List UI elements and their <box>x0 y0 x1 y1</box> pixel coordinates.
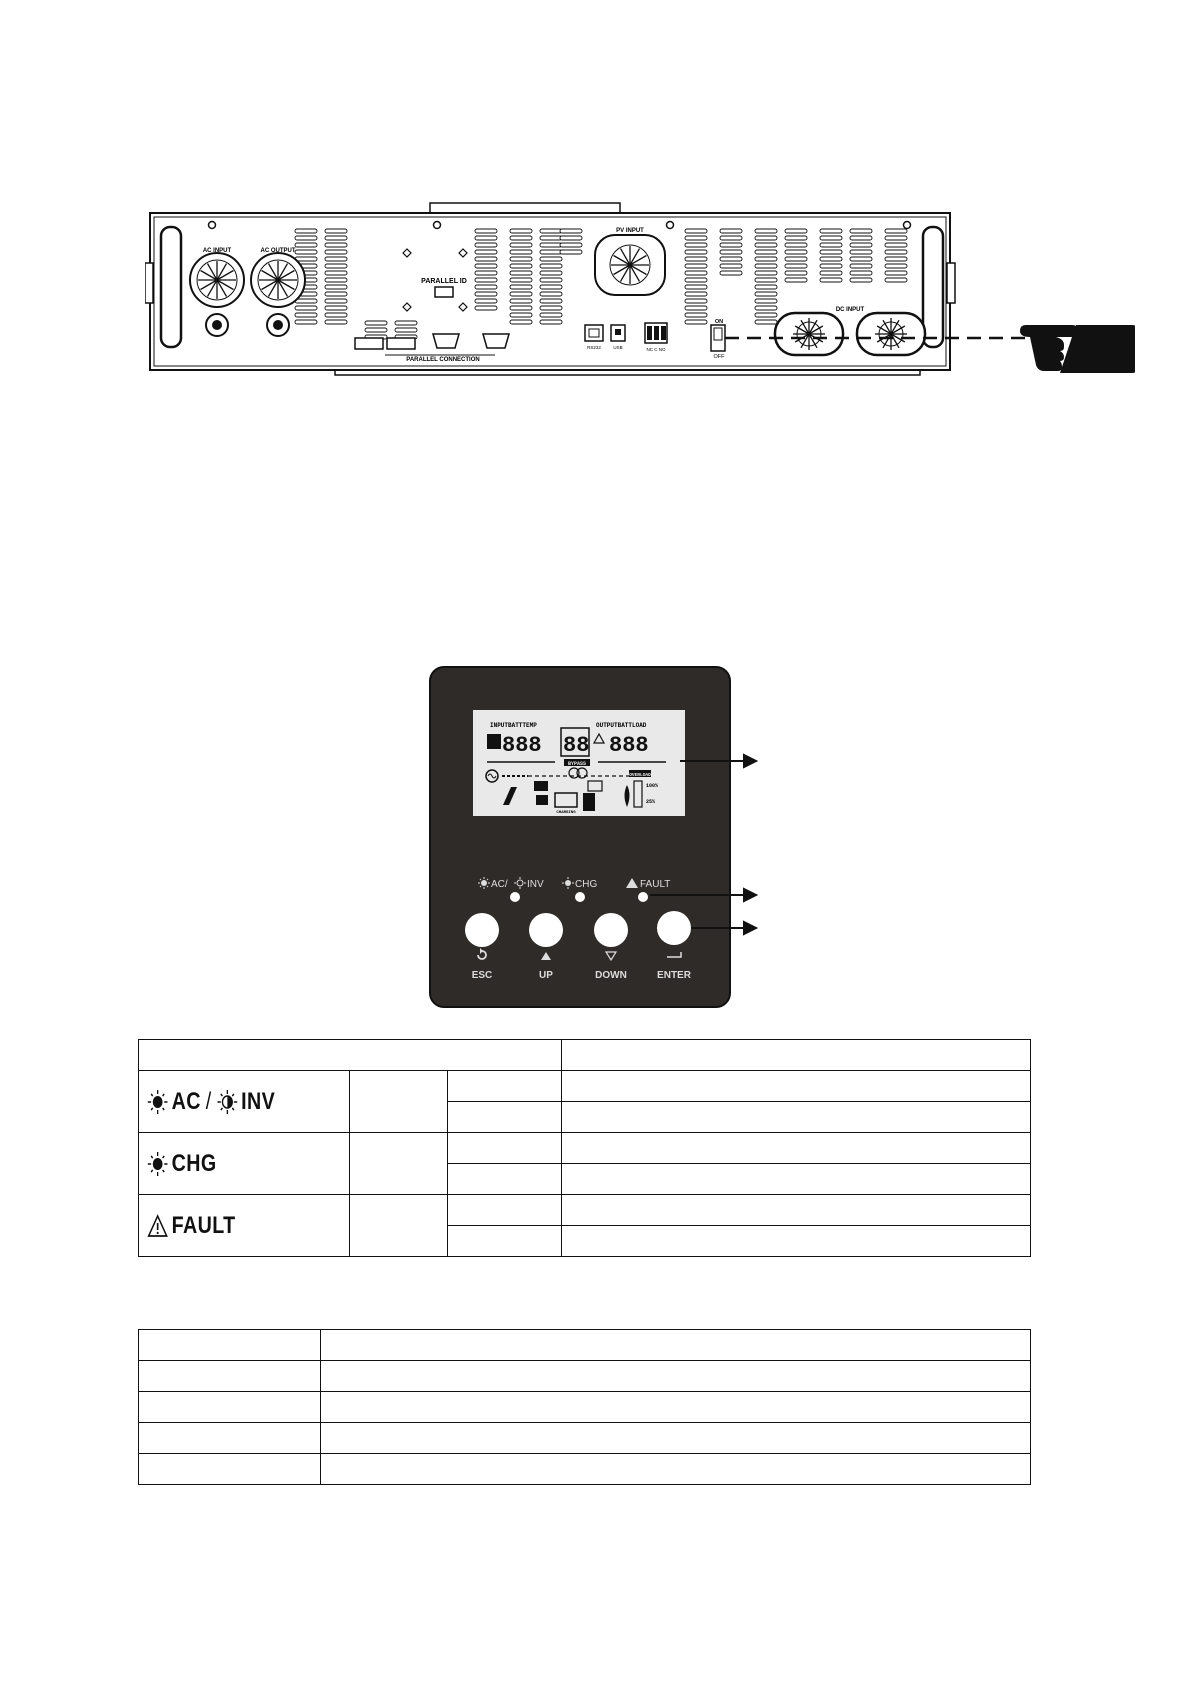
table-cell <box>448 1226 562 1257</box>
table-cell <box>448 1071 562 1102</box>
dc-input-label: DC INPUT <box>835 307 865 313</box>
vent-slot <box>685 236 707 240</box>
vent-slot <box>755 292 777 296</box>
table-cell <box>139 1361 321 1392</box>
vent-slot <box>325 320 347 324</box>
svg-text:USB: USB <box>613 345 623 350</box>
vent-slot <box>820 250 842 254</box>
svg-text:CHARGING: CHARGING <box>556 811 576 815</box>
vent-slot <box>295 243 317 247</box>
vent-slot <box>820 257 842 261</box>
vent-slot <box>540 306 562 310</box>
vent-slot <box>475 299 497 303</box>
lcd-center-digits: 88 <box>563 733 590 758</box>
vent-slot <box>475 306 497 310</box>
button-function-table <box>138 1329 1031 1485</box>
table-row <box>139 1071 1031 1102</box>
vent-slot <box>755 264 777 268</box>
vent-slot <box>510 236 532 240</box>
table-cell <box>448 1102 562 1133</box>
parallel-id-label: PARALLEL ID <box>421 278 467 285</box>
vent-slot <box>325 313 347 317</box>
vent-slot <box>540 257 562 261</box>
led-label-chg: CHG <box>575 879 598 890</box>
vent-slot <box>325 271 347 275</box>
svg-text:100%: 100% <box>646 783 659 789</box>
vent-slot <box>295 250 317 254</box>
right-handle <box>923 227 943 347</box>
vent-slot <box>685 292 707 296</box>
vent-slot <box>325 264 347 268</box>
vent-slot <box>475 250 497 254</box>
vent-slot <box>885 250 907 254</box>
vent-slot <box>785 278 807 282</box>
led-chg-text: CHG <box>171 1149 217 1177</box>
table-cell <box>139 1392 321 1423</box>
vent-slot <box>755 278 777 282</box>
vent-slot <box>325 285 347 289</box>
vent-slot <box>755 229 777 233</box>
vent-slot <box>685 250 707 254</box>
vent-slot <box>365 321 387 325</box>
dc-input-terminal-neg <box>775 313 843 355</box>
led-fault <box>638 892 648 902</box>
vent-slot <box>295 257 317 261</box>
led-label-ac: AC/ <box>491 879 508 890</box>
svg-text:ESC: ESC <box>471 970 493 981</box>
vent-slot <box>475 236 497 240</box>
sun-icon <box>147 1151 168 1177</box>
vent-slot <box>785 236 807 240</box>
half-sun-icon <box>217 1089 238 1115</box>
led-inv-text: INV <box>241 1087 276 1115</box>
vent-slot <box>475 271 497 275</box>
vent-slot <box>560 229 582 233</box>
vent-slot <box>365 328 387 332</box>
table-cell <box>321 1361 1031 1392</box>
table-row <box>139 1392 1031 1423</box>
vent-slot <box>325 278 347 282</box>
vent-slot <box>755 271 777 275</box>
vent-slot <box>755 250 777 254</box>
vent-slot <box>685 306 707 310</box>
vent-slot <box>755 243 777 247</box>
vent-slot <box>820 229 842 233</box>
vent-slot <box>885 236 907 240</box>
vent-slot <box>720 236 742 240</box>
vent-slot <box>540 264 562 268</box>
svg-text:UP: UP <box>539 970 553 981</box>
ac-input-label: AC INPUT <box>202 248 232 254</box>
vent-slot <box>755 320 777 324</box>
table-header-cell <box>139 1330 321 1361</box>
vent-slot <box>885 278 907 282</box>
vent-slot <box>720 257 742 261</box>
vent-slot <box>820 271 842 275</box>
vent-slot <box>325 229 347 233</box>
vent-slot <box>510 306 532 310</box>
vent-slot <box>785 271 807 275</box>
table-cell <box>562 1195 1031 1226</box>
vent-slot <box>510 264 532 268</box>
vent-slot <box>540 285 562 289</box>
table-row <box>139 1195 1031 1226</box>
vent-slot <box>540 250 562 254</box>
svg-text:ENTER: ENTER <box>657 970 691 981</box>
vent-slot <box>755 285 777 289</box>
table-cell <box>350 1071 448 1133</box>
pv-input-fan <box>595 235 665 295</box>
vent-slot <box>510 313 532 317</box>
output-breaker <box>267 314 289 336</box>
ac-input-fan <box>190 253 244 307</box>
table-cell <box>448 1195 562 1226</box>
svg-text:OVERLOAD: OVERLOAD <box>629 773 651 778</box>
vent-slot <box>540 243 562 247</box>
table-header-row <box>139 1040 1031 1071</box>
vent-slot <box>785 264 807 268</box>
vent-slot <box>325 250 347 254</box>
vent-slot <box>295 299 317 303</box>
vent-slot <box>850 278 872 282</box>
vent-slot <box>850 257 872 261</box>
table-cell <box>350 1133 448 1195</box>
vent-slot <box>540 229 562 233</box>
db9-port-2 <box>483 334 509 348</box>
lcd-right-digits: 888 <box>609 733 649 758</box>
vent-slot <box>540 236 562 240</box>
vent-slot <box>685 299 707 303</box>
vent-slot <box>325 299 347 303</box>
vent-slot <box>475 292 497 296</box>
vent-slot <box>885 257 907 261</box>
input-breaker <box>206 314 228 336</box>
vent-slot <box>560 236 582 240</box>
vent-slot <box>720 271 742 275</box>
vent-slot <box>820 243 842 247</box>
table-header-cell <box>139 1040 562 1071</box>
left-handle <box>161 227 181 347</box>
vent-slot <box>295 320 317 324</box>
table-cell <box>562 1226 1031 1257</box>
vent-slot <box>685 285 707 289</box>
vent-slot <box>755 257 777 261</box>
svg-text:OUTPUTBATTLOAD: OUTPUTBATTLOAD <box>596 722 647 729</box>
vent-slot <box>510 257 532 261</box>
vent-slot <box>540 320 562 324</box>
svg-text:ON: ON <box>714 319 724 325</box>
front-panel-illustration <box>428 665 878 1020</box>
table-cell <box>448 1133 562 1164</box>
led-ac-text: AC <box>171 1087 201 1115</box>
table-cell <box>321 1423 1031 1454</box>
svg-text:NC C NO: NC C NO <box>646 347 666 352</box>
vent-slot <box>475 229 497 233</box>
vent-slot <box>820 278 842 282</box>
table-cell <box>139 1423 321 1454</box>
led-fault-cell <box>139 1195 350 1257</box>
vent-slot <box>295 236 317 240</box>
vent-slot <box>510 250 532 254</box>
vent-slot <box>295 229 317 233</box>
vent-slot <box>325 257 347 261</box>
vent-slot <box>755 236 777 240</box>
vent-slot <box>510 278 532 282</box>
led-fault-text: FAULT <box>171 1211 236 1239</box>
table-row <box>139 1423 1031 1454</box>
vent-slot <box>785 257 807 261</box>
table-cell <box>448 1164 562 1195</box>
rear-panel-illustration <box>145 195 1135 395</box>
vent-slot <box>850 229 872 233</box>
vent-slot <box>720 250 742 254</box>
vent-slot <box>885 229 907 233</box>
vent-slot <box>325 243 347 247</box>
lcd-display <box>473 710 685 816</box>
vent-slot <box>295 313 317 317</box>
vent-slot <box>685 271 707 275</box>
vent-slot <box>475 257 497 261</box>
svg-text:INPUTBATTTEMP: INPUTBATTTEMP <box>490 722 537 729</box>
vent-slot <box>540 271 562 275</box>
ac-output-fan <box>251 253 305 307</box>
table-cell <box>321 1392 1031 1423</box>
vent-slot <box>510 243 532 247</box>
vent-slot <box>785 250 807 254</box>
table-cell <box>350 1195 448 1257</box>
vent-slot <box>885 271 907 275</box>
table-cell <box>562 1102 1031 1133</box>
slash-separator: / <box>205 1087 212 1115</box>
vent-slot <box>820 264 842 268</box>
vent-slot <box>755 299 777 303</box>
vent-slot <box>720 264 742 268</box>
table-row <box>139 1454 1031 1485</box>
vent-slot <box>510 271 532 275</box>
vent-slot <box>755 313 777 317</box>
vent-slot <box>560 250 582 254</box>
vent-slot <box>685 313 707 317</box>
svg-text:OFF: OFF <box>713 354 725 360</box>
vent-slot <box>720 229 742 233</box>
vent-slot <box>325 236 347 240</box>
parallel-connection-label: PARALLEL CONNECTION <box>406 357 480 363</box>
svg-text:25%: 25% <box>646 799 656 805</box>
rs232-port <box>585 325 603 341</box>
dc-input-terminal-pos <box>857 313 925 355</box>
table-row <box>139 1133 1031 1164</box>
table-cell <box>139 1454 321 1485</box>
vent-slot <box>475 243 497 247</box>
vent-slot <box>885 243 907 247</box>
led-label-inv: INV <box>527 879 544 890</box>
vent-slot <box>540 313 562 317</box>
vent-slot <box>475 264 497 268</box>
led-ac-inv-cell <box>139 1071 350 1133</box>
svg-text:RS232: RS232 <box>587 345 601 350</box>
pointing-hand-icon <box>1020 325 1135 373</box>
vent-slot <box>510 229 532 233</box>
vent-slot <box>785 229 807 233</box>
lcd-left-digits: 888 <box>502 733 542 758</box>
vent-slot <box>850 264 872 268</box>
parallel-id-switch <box>435 287 453 297</box>
pv-input-label: PV INPUT <box>616 228 644 234</box>
vent-slot <box>850 271 872 275</box>
vent-slot <box>850 250 872 254</box>
warning-icon <box>147 1214 168 1238</box>
vent-slot <box>720 243 742 247</box>
vent-slot <box>395 321 417 325</box>
svg-text:BYPASS: BYPASS <box>567 761 587 767</box>
vent-slot <box>395 328 417 332</box>
vent-slot <box>475 285 497 289</box>
vent-slot <box>510 292 532 296</box>
vent-slot <box>325 292 347 296</box>
table-header-cell <box>562 1040 1031 1071</box>
vent-slot <box>685 320 707 324</box>
vent-slot <box>510 320 532 324</box>
led-chg-cell <box>139 1133 350 1195</box>
vent-slot <box>820 236 842 240</box>
table-row <box>139 1361 1031 1392</box>
vent-slot <box>560 243 582 247</box>
vent-slot <box>685 257 707 261</box>
vent-slot <box>325 306 347 310</box>
table-cell <box>321 1454 1031 1485</box>
ac-output-label: AC OUTPUT <box>260 248 296 254</box>
vent-slot <box>885 264 907 268</box>
vent-slot <box>540 278 562 282</box>
vent-slot <box>295 306 317 310</box>
led-indicator-table <box>138 1039 1031 1257</box>
vent-slot <box>510 299 532 303</box>
led-chg <box>575 892 585 902</box>
vent-slot <box>850 243 872 247</box>
sun-icon <box>147 1089 168 1115</box>
table-header-cell <box>321 1330 1031 1361</box>
table-cell <box>562 1071 1031 1102</box>
vent-slot <box>540 299 562 303</box>
vent-slot <box>510 285 532 289</box>
vent-slot <box>685 278 707 282</box>
vent-slot <box>755 306 777 310</box>
vent-slot <box>685 243 707 247</box>
dry-contact-terminal <box>645 323 667 343</box>
table-cell <box>562 1133 1031 1164</box>
vent-slot <box>540 292 562 296</box>
vent-slot <box>850 236 872 240</box>
led-label-fault: FAULT <box>640 879 671 890</box>
table-cell <box>562 1164 1031 1195</box>
vent-slot <box>685 229 707 233</box>
vent-slot <box>685 264 707 268</box>
db9-port-1 <box>433 334 459 348</box>
svg-text:DOWN: DOWN <box>595 970 627 981</box>
vent-slot <box>475 278 497 282</box>
led-ac-inv <box>510 892 520 902</box>
vent-slot <box>785 243 807 247</box>
table-header-row <box>139 1330 1031 1361</box>
